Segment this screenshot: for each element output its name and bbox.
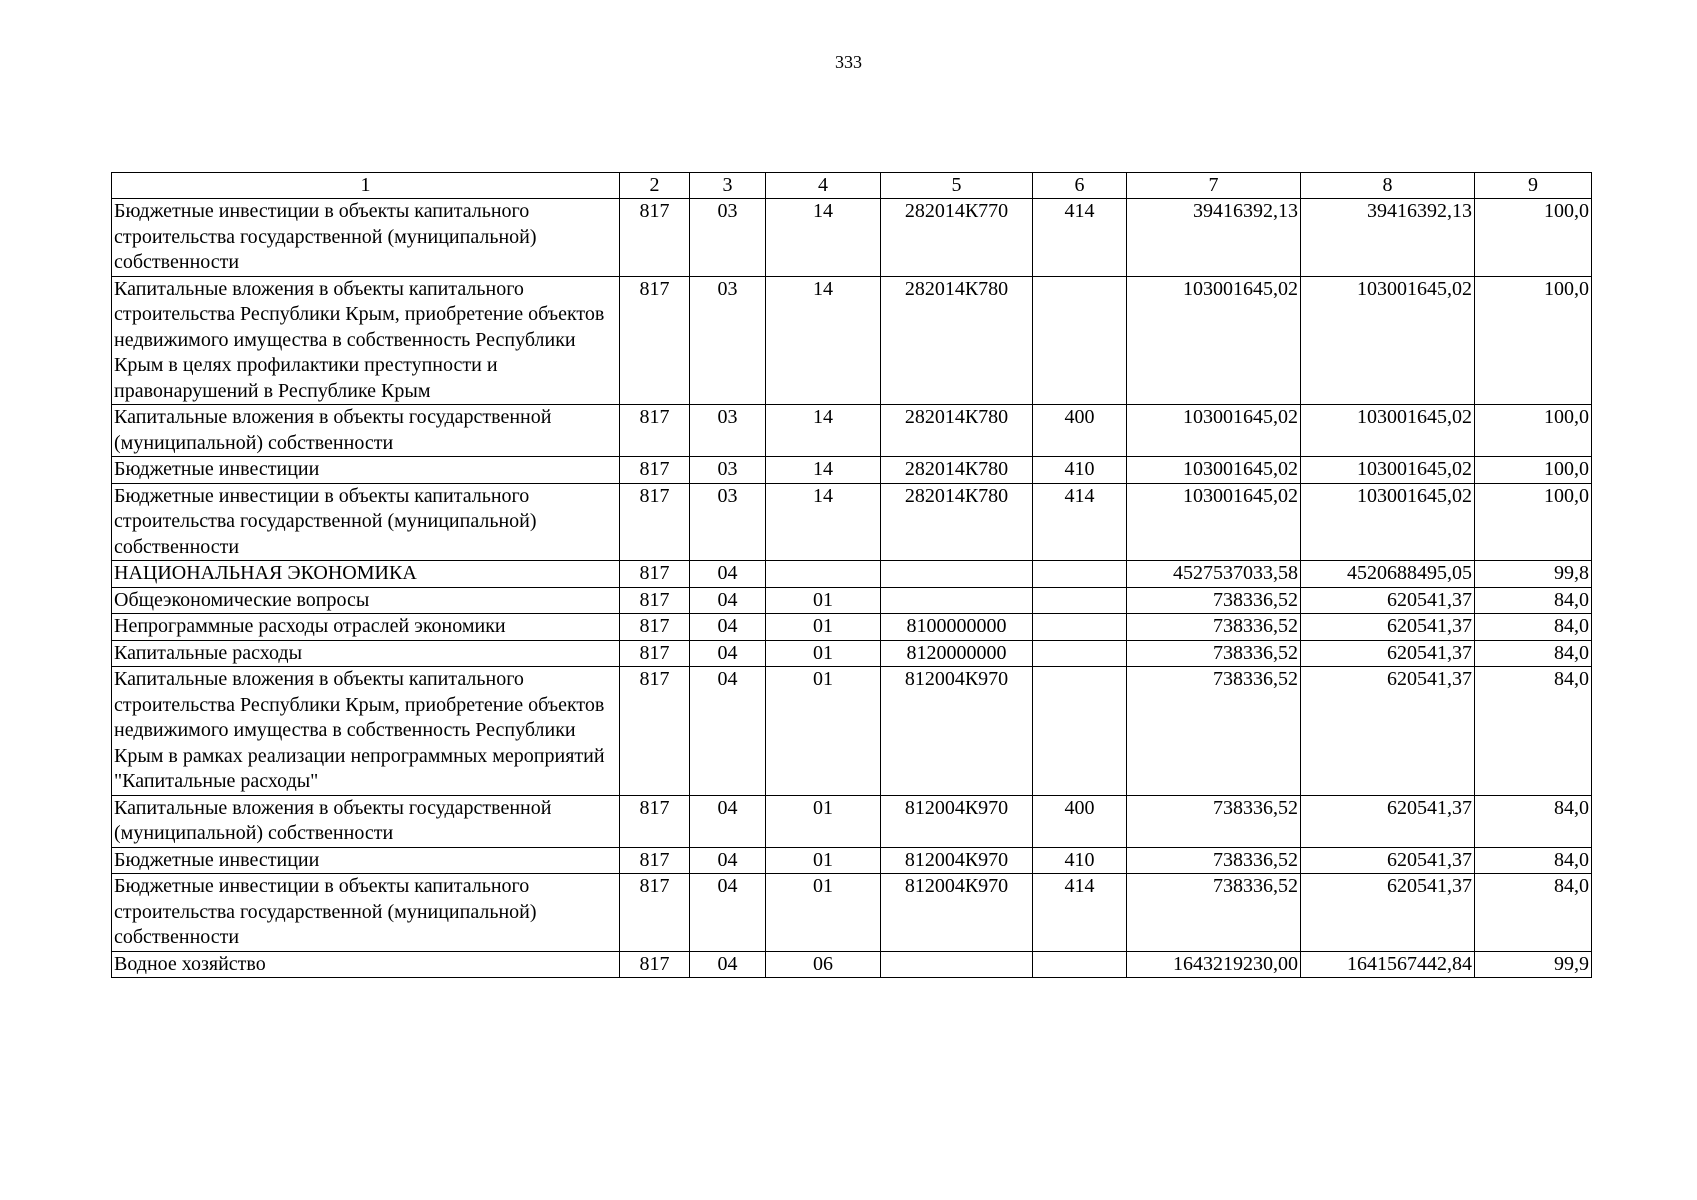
code-3: 04: [690, 847, 766, 874]
code-4: 14: [766, 276, 881, 405]
column-header-3: 3: [690, 173, 766, 199]
table-row: [112, 457, 1592, 484]
code-4: 01: [766, 847, 881, 874]
amount-8: 620541,37: [1301, 847, 1475, 874]
code-6: [1033, 640, 1127, 667]
code-4: 01: [766, 640, 881, 667]
row-name: Бюджетные инвестиции в объекты капитального строительства государственной (муниципальной) собственности: [112, 199, 620, 277]
percent-9: 84,0: [1475, 614, 1592, 641]
percent-9: 84,0: [1475, 667, 1592, 796]
percent-9: 100,0: [1475, 483, 1592, 561]
row-name: Капитальные вложения в объекты государственной (муниципальной) собственности: [112, 795, 620, 847]
percent-9: 84,0: [1475, 587, 1592, 614]
code-3: 03: [690, 483, 766, 561]
column-header-1: 1: [112, 173, 620, 199]
code-4: [766, 561, 881, 588]
table-row: [112, 951, 1592, 978]
code-6: 410: [1033, 457, 1127, 484]
column-header-7: 7: [1127, 173, 1301, 199]
column-header-2: 2: [620, 173, 690, 199]
amount-7: 39416392,13: [1127, 199, 1301, 277]
row-name: Непрограммные расходы отраслей экономики: [112, 614, 620, 641]
amount-8: 4520688495,05: [1301, 561, 1475, 588]
table-row: [112, 199, 1592, 277]
code-3: 03: [690, 405, 766, 457]
amount-7: 103001645,02: [1127, 405, 1301, 457]
amount-7: 738336,52: [1127, 874, 1301, 952]
code-3: 03: [690, 276, 766, 405]
row-name: Капитальные расходы: [112, 640, 620, 667]
code-5: 282014К780: [881, 483, 1033, 561]
row-name: Капитальные вложения в объекты капитального строительства Республики Крым, приобретение объектов недвижимого имущества в собственность Республики Крым в целях профилактики преступности и правонарушений в Республике Крым: [112, 276, 620, 405]
row-name: НАЦИОНАЛЬНАЯ ЭКОНОМИКА: [112, 561, 620, 588]
code-5: [881, 951, 1033, 978]
column-header-4: 4: [766, 173, 881, 199]
amount-7: 738336,52: [1127, 640, 1301, 667]
row-name: Бюджетные инвестиции в объекты капитального строительства государственной (муниципальной) собственности: [112, 483, 620, 561]
amount-8: 620541,37: [1301, 795, 1475, 847]
code-3: 04: [690, 640, 766, 667]
code-4: 14: [766, 405, 881, 457]
code-2: 817: [620, 483, 690, 561]
code-3: 04: [690, 795, 766, 847]
amount-7: 1643219230,00: [1127, 951, 1301, 978]
amount-8: 103001645,02: [1301, 405, 1475, 457]
code-4: 14: [766, 199, 881, 277]
table-row: [112, 483, 1592, 561]
code-2: 817: [620, 847, 690, 874]
code-2: 817: [620, 405, 690, 457]
code-3: 04: [690, 561, 766, 588]
header-row: [112, 173, 1592, 199]
percent-9: 84,0: [1475, 640, 1592, 667]
table-row: [112, 276, 1592, 405]
code-6: 414: [1033, 874, 1127, 952]
budget-table: [111, 172, 1592, 978]
row-name: Водное хозяйство: [112, 951, 620, 978]
percent-9: 84,0: [1475, 795, 1592, 847]
row-name: Бюджетные инвестиции: [112, 847, 620, 874]
code-6: [1033, 561, 1127, 588]
code-5: 812004К970: [881, 667, 1033, 796]
code-5: 8100000000: [881, 614, 1033, 641]
column-header-9: 9: [1475, 173, 1592, 199]
code-4: 14: [766, 457, 881, 484]
amount-8: 620541,37: [1301, 614, 1475, 641]
column-header-5: 5: [881, 173, 1033, 199]
code-4: 14: [766, 483, 881, 561]
amount-7: 738336,52: [1127, 587, 1301, 614]
amount-7: 738336,52: [1127, 847, 1301, 874]
column-header-8: 8: [1301, 173, 1475, 199]
code-4: 01: [766, 614, 881, 641]
code-2: 817: [620, 667, 690, 796]
table-row: [112, 561, 1592, 588]
row-name: Бюджетные инвестиции: [112, 457, 620, 484]
code-2: 817: [620, 795, 690, 847]
amount-8: 103001645,02: [1301, 276, 1475, 405]
code-5: 282014К780: [881, 276, 1033, 405]
amount-8: 1641567442,84: [1301, 951, 1475, 978]
code-5: [881, 561, 1033, 588]
code-2: 817: [620, 587, 690, 614]
code-5: 8120000000: [881, 640, 1033, 667]
code-6: 400: [1033, 795, 1127, 847]
column-header-6: 6: [1033, 173, 1127, 199]
amount-8: 620541,37: [1301, 640, 1475, 667]
code-4: 06: [766, 951, 881, 978]
amount-8: 103001645,02: [1301, 483, 1475, 561]
code-4: 01: [766, 587, 881, 614]
row-name: Капитальные вложения в объекты государственной (муниципальной) собственности: [112, 405, 620, 457]
code-6: [1033, 667, 1127, 796]
code-6: 400: [1033, 405, 1127, 457]
amount-8: 620541,37: [1301, 667, 1475, 796]
code-4: 01: [766, 874, 881, 952]
code-2: 817: [620, 951, 690, 978]
code-6: [1033, 276, 1127, 405]
percent-9: 99,9: [1475, 951, 1592, 978]
amount-8: 103001645,02: [1301, 457, 1475, 484]
amount-7: 103001645,02: [1127, 483, 1301, 561]
table-row: [112, 667, 1592, 796]
code-6: 414: [1033, 483, 1127, 561]
code-3: 04: [690, 874, 766, 952]
table-row: [112, 614, 1592, 641]
code-2: 817: [620, 640, 690, 667]
table-row: [112, 795, 1592, 847]
table-row: [112, 405, 1592, 457]
percent-9: 84,0: [1475, 874, 1592, 952]
code-6: [1033, 951, 1127, 978]
code-4: 01: [766, 795, 881, 847]
code-2: 817: [620, 874, 690, 952]
code-6: [1033, 587, 1127, 614]
amount-7: 4527537033,58: [1127, 561, 1301, 588]
amount-8: 39416392,13: [1301, 199, 1475, 277]
percent-9: 99,8: [1475, 561, 1592, 588]
row-name: Капитальные вложения в объекты капитального строительства Республики Крым, приобретение объектов недвижимого имущества в собственность Республики Крым в рамках реализации непрограммных мероприятий "Капитальные расходы": [112, 667, 620, 796]
code-6: 414: [1033, 199, 1127, 277]
code-4: 01: [766, 667, 881, 796]
row-name: Бюджетные инвестиции в объекты капитального строительства государственной (муниципальной) собственности: [112, 874, 620, 952]
amount-8: 620541,37: [1301, 874, 1475, 952]
percent-9: 100,0: [1475, 199, 1592, 277]
code-2: 817: [620, 199, 690, 277]
code-2: 817: [620, 457, 690, 484]
amount-8: 620541,37: [1301, 587, 1475, 614]
table-row: [112, 587, 1592, 614]
code-5: [881, 587, 1033, 614]
code-3: 03: [690, 457, 766, 484]
percent-9: 100,0: [1475, 276, 1592, 405]
percent-9: 84,0: [1475, 847, 1592, 874]
code-5: 282014К770: [881, 199, 1033, 277]
code-3: 03: [690, 199, 766, 277]
table-row: [112, 847, 1592, 874]
code-6: [1033, 614, 1127, 641]
row-name: Общеэкономические вопросы: [112, 587, 620, 614]
code-5: 282014К780: [881, 405, 1033, 457]
code-2: 817: [620, 561, 690, 588]
code-5: 812004К970: [881, 847, 1033, 874]
table-row: [112, 640, 1592, 667]
amount-7: 103001645,02: [1127, 276, 1301, 405]
percent-9: 100,0: [1475, 457, 1592, 484]
code-6: 410: [1033, 847, 1127, 874]
percent-9: 100,0: [1475, 405, 1592, 457]
amount-7: 738336,52: [1127, 614, 1301, 641]
amount-7: 738336,52: [1127, 795, 1301, 847]
amount-7: 738336,52: [1127, 667, 1301, 796]
table-row: [112, 874, 1592, 952]
code-3: 04: [690, 667, 766, 796]
code-5: 812004К970: [881, 874, 1033, 952]
code-5: 812004К970: [881, 795, 1033, 847]
code-2: 817: [620, 276, 690, 405]
table-body: [112, 199, 1592, 978]
code-2: 817: [620, 614, 690, 641]
amount-7: 103001645,02: [1127, 457, 1301, 484]
page-number: 333: [835, 52, 862, 72]
code-5: 282014К780: [881, 457, 1033, 484]
code-3: 04: [690, 614, 766, 641]
code-3: 04: [690, 587, 766, 614]
code-3: 04: [690, 951, 766, 978]
